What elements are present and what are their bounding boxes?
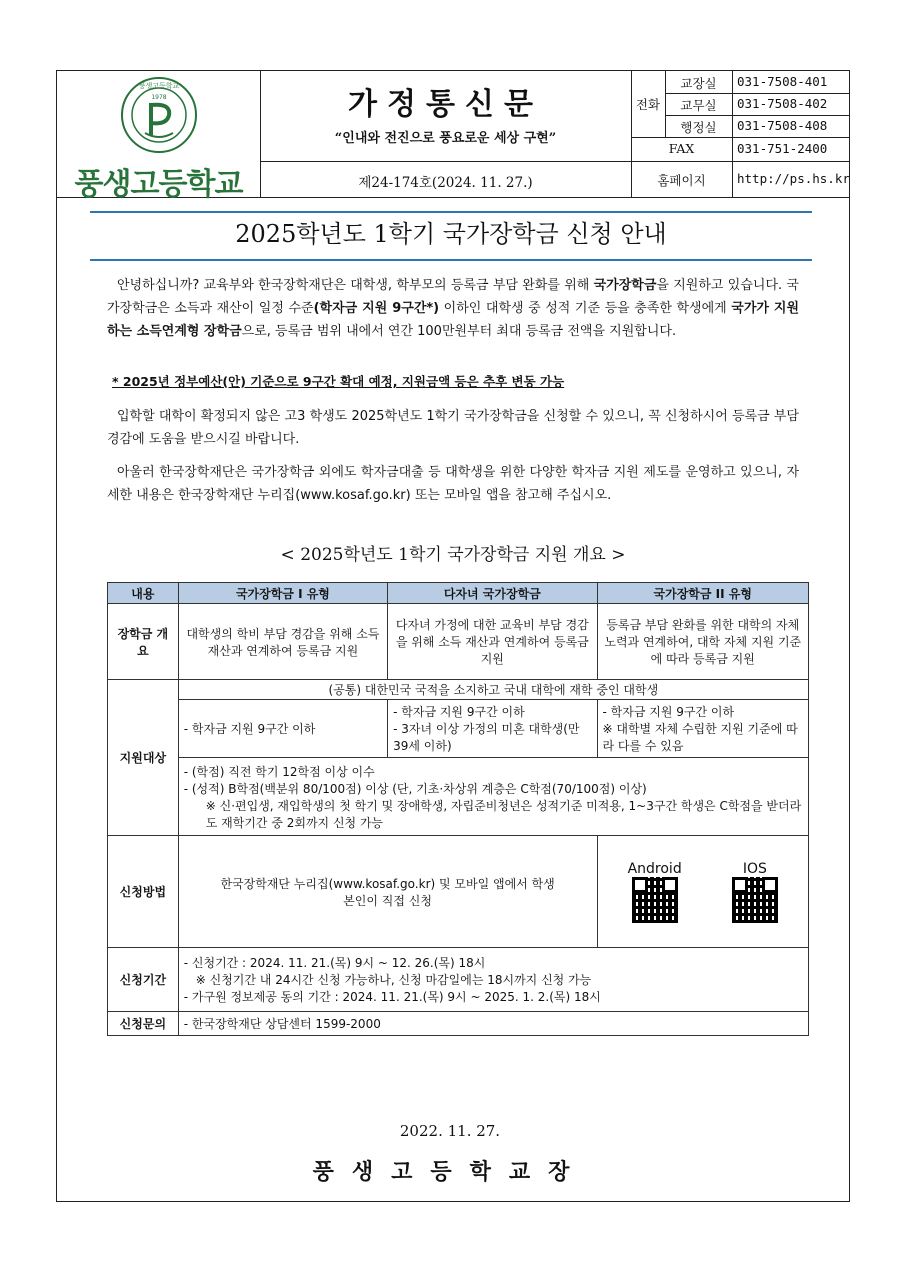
intro-text-3: 이하인 대학생 중 성적 기준 등을 충족한 학생에게 xyxy=(439,301,732,316)
intro-text-4: 으로, 등록금 범위 내에서 연간 100만원부터 최대 등록금 전액을 지원합니다. xyxy=(241,324,677,339)
intro-bold-3: 국가가 지원하는 소득연계형 장학금 xyxy=(107,301,800,339)
period-application: - 신청기간 : 2024. 11. 21.(목) 9시 ~ 12. 26.(목) 18시 xyxy=(183,956,486,970)
inquiry-text: - 한국장학재단 상담센터 1599-2000 xyxy=(178,1012,808,1036)
intro-bold-1: 국가장학금 xyxy=(593,278,657,293)
grade-score: - (성적) B학점(백분위 80/100점) 이상 (단, 기초·차상위 계층은 C학점(70/100점) 이상) xyxy=(183,781,647,796)
fax-number: 031-751-2400 xyxy=(737,141,828,156)
letter-date: 2022. 11. 27. xyxy=(399,1122,501,1140)
period-note: ※ 신청기간 내 24시간 신청 가능하나, 신청 마감일에는 18시까지 신청 가능 xyxy=(195,973,592,987)
target-common: (공통) 대한민국 국적을 소지하고 국내 대학에 재학 중인 대학생 xyxy=(178,680,808,700)
grade-exception: ※ 신·편입생, 재입학생의 첫 학기 및 장애학생, 자립준비청년은 성적기준 미적용, 1~3구간 학생은 C학점을 받더라도 재학기간 중 2회까지 신청 가능 xyxy=(205,798,802,830)
overview-type1: 대학생의 학비 부담 경감을 위해 소득 재산과 연계하여 등록금 지원 xyxy=(178,604,387,680)
letterhead xyxy=(57,71,850,202)
intro-text-2: 을 지원하고 있습니다. 국가장학금은 소득과 재산이 일정 수준 xyxy=(107,278,799,316)
contact-label-academic: 교무실 xyxy=(680,98,717,113)
overview-title: < 2025학년도 1학기 국가장학금 지원 개요 > xyxy=(280,545,626,565)
table-row-inquiry xyxy=(108,1012,809,1036)
contact-number-principal: 031-7508-401 xyxy=(737,74,828,89)
school-motto: “인내와 전진으로 풍요로운 세상 구현” xyxy=(334,131,557,146)
android-qr-icon[interactable] xyxy=(632,877,678,923)
row-label-target: 지원대상 xyxy=(108,680,179,836)
overview-type2: 등록금 부담 완화를 위한 대학의 자체 노력과 연계하여, 대학 자체 지원 기준에 따라 등록금 지원 xyxy=(597,604,809,680)
target-multichild-line2: - 3자녀 이상 가정의 미혼 대학생(만 39세 이하) xyxy=(393,722,580,753)
logo-cell xyxy=(57,71,260,202)
homepage-link[interactable]: http://ps.hs.kr xyxy=(737,171,850,186)
header-multichild: 다자녀 국가장학금 xyxy=(388,583,597,604)
period-text xyxy=(178,948,808,1012)
scholarship-table xyxy=(107,582,809,1036)
homepage-label: 홈페이지 xyxy=(657,173,706,188)
header-type1: 국가장학금 I 유형 xyxy=(178,583,387,604)
intro-paragraph xyxy=(107,274,799,343)
overview-multichild: 다자녀 가정에 대한 교육비 부담 경감을 위해 소득 재산과 연계하여 등록금 지원 xyxy=(388,604,597,680)
target-type2-line1: - 학자금 지원 9구간 이하 xyxy=(602,705,735,719)
row-label-inquiry: 신청문의 xyxy=(108,1012,179,1036)
ios-label: IOS xyxy=(742,860,767,877)
header-type2: 국가장학금 II 유형 xyxy=(597,583,809,604)
qr-cell xyxy=(597,836,809,948)
target-type2 xyxy=(597,700,809,758)
contact-number-admin: 031-7508-408 xyxy=(737,118,828,133)
notice-title: 가정통신문 xyxy=(348,87,543,122)
intro-bold-2: (학자금 지원 9구간*) xyxy=(313,301,440,316)
android-label: Android xyxy=(627,860,682,877)
issue-number: 제24-174호(2024. 11. 27.) xyxy=(358,175,533,191)
contact-number-academic: 031-7508-402 xyxy=(737,96,828,111)
table-row-target-types xyxy=(108,700,809,758)
table-row-period xyxy=(108,948,809,1012)
page-title: 2025학년도 1학기 국가장학금 신청 안내 xyxy=(235,220,667,248)
target-multichild-line1: - 학자금 지원 9구간 이하 xyxy=(393,705,525,719)
contact-label-principal: 교장실 xyxy=(680,76,717,91)
school-name: 풍생고등학교 xyxy=(74,167,243,202)
grade-credit: - (학점) 직전 학기 12학점 이상 이수 xyxy=(183,764,375,779)
budget-note: * 2025년 정부예산(안) 기준으로 9구간 확대 예정, 지원금액 등은 추후 변동 가능 xyxy=(112,374,565,389)
target-multichild xyxy=(388,700,597,758)
row-label-overview: 장학금 개요 xyxy=(108,604,179,680)
target-type1: - 학자금 지원 9구간 이하 xyxy=(178,700,387,758)
period-consent: - 가구원 정보제공 동의 기간 : 2024. 11. 21.(목) 9시 ~ 2025. 1. 2.(목) 18시 xyxy=(183,990,601,1004)
table-row-common xyxy=(108,680,809,700)
target-grades xyxy=(178,758,808,836)
intro-text-1: 안녕하십니까? 교육부와 한국장학재단은 대학생, 학부모의 등록금 부담 완화를 위해 xyxy=(117,278,594,293)
senior-paragraph: 입학할 대학이 확정되지 않은 고3 학생도 2025학년도 1학기 국가장학금을 신청할 수 있으니, 꼭 신청하시어 등록금 부담 경감에 도움을 받으시길 바랍니다. xyxy=(107,409,799,447)
title-rule-bottom xyxy=(90,259,812,261)
school-emblem-icon xyxy=(119,75,199,155)
table-header-row xyxy=(108,583,809,604)
method-text: 한국장학재단 누리집(www.kosaf.go.kr) 및 모바일 앱에서 학생 본인이 직접 신청 xyxy=(178,836,597,948)
emblem-school-name: 풍생고등학교 xyxy=(138,82,180,90)
row-label-method: 신청방법 xyxy=(108,836,179,948)
header-content: 내용 xyxy=(108,583,179,604)
ios-qr-icon[interactable] xyxy=(732,877,778,923)
emblem-year: 1978 xyxy=(151,94,167,101)
contact-label-admin: 행정실 xyxy=(680,120,717,135)
target-type2-line2: ※ 대학별 자체 수립한 지원 기준에 따라 다를 수 있음 xyxy=(602,722,798,753)
row-label-period: 신청기간 xyxy=(108,948,179,1012)
fax-label: FAX xyxy=(668,141,695,156)
kosaf-paragraph: 아울러 한국장학재단은 국가장학금 외에도 학자금대출 등 대학생을 위한 다양한 학자금 지원 제도를 운영하고 있으니, 자세한 내용은 한국장학재단 누리집(www.kosaf.go.kr) 또는 모바일 앱을 참고해 주십시오. xyxy=(107,465,799,503)
table-row-grades xyxy=(108,758,809,836)
table-row-method xyxy=(108,836,809,948)
title-rule-top xyxy=(90,211,812,213)
table-row-overview xyxy=(108,604,809,680)
principal-signature: 풍생고등학교장 xyxy=(312,1160,588,1185)
phone-label: 전화 xyxy=(635,97,661,112)
